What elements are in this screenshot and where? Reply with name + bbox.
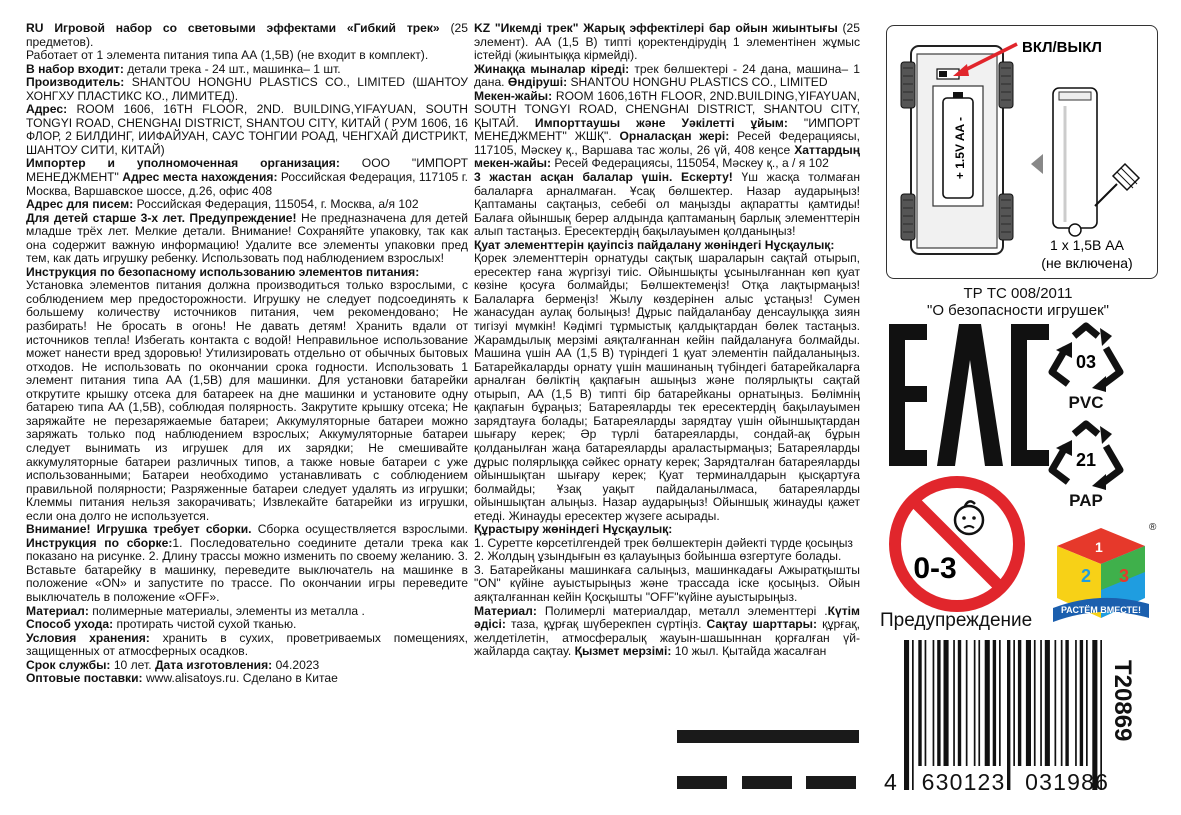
kz-age-warning: 3 жастан асқан балалар үшін. Ескерту! Үш жасқа толмаған балаларға арналмаған. Ұсақ бөлшектер. Назар аударыңыз! Қаптаманы сақтаңыз, себебі ол маңызды ақпаратты қамтиды! Балаға ойыншық берер алдында қаптаманың барлық элементтерін алып тастаңыз. Ересектердің бақылауымен қолданыңыз! <box>474 170 860 239</box>
kz-title: KZ "Икемді трек" Жарық эффектілері бар ойын жиынтығы (25 элемент). АА (1,5 В) типті қоректендірудің 1 элементінен жұмыс істейді (жиынтыққа кірмейді). <box>474 21 861 63</box>
kz-contents: Жинаққа мыналар кіреді: трек бөлшектері - 24 дана, машина– 1 дана. Өндіруші: SHANTOU HONGHU PLASTICS CO., LIMITED <box>474 61 861 90</box>
battery-lid-icon <box>1053 88 1097 228</box>
barcode-bar <box>1061 640 1063 766</box>
barcode-bar <box>1075 640 1077 766</box>
svg-text:ВКЛ/ВЫКЛ: ВКЛ/ВЫКЛ <box>1022 39 1102 56</box>
barcode-bar <box>1065 640 1068 766</box>
barcode-bar <box>1034 640 1036 766</box>
svg-text:3: 3 <box>1119 566 1130 586</box>
recycle-pvc-label: PVC <box>1068 393 1104 412</box>
svg-text:2: 2 <box>1081 566 1092 586</box>
recycle-pvc-icon <box>1046 322 1126 394</box>
screwdriver-icon <box>1095 164 1139 206</box>
ru-title: RU Игровой набор со световыми эффектами «Гибкий трек» (25 предметов). <box>26 21 468 49</box>
barcode-bar <box>1007 640 1010 790</box>
barcode-bar <box>1045 640 1050 766</box>
ru-assembly: Внимание! Игрушка требует сборки. Сборка осуществляется взрослыми. Инструкция по сборке:1. Последовательно соедините детали трека как показано на рисунке. 2. Длину трассы можно изменить по своему желанию. 3. Вставьте батарейку в машинку, переведите выключатель на машинке в положение «ON» и запустите по трассе. По окончании игры переведите выключатель в положение «OFF». <box>26 522 469 604</box>
barcode-bar <box>1040 640 1042 766</box>
ru-importer: Импортер и уполномоченная организация: ООО "ИМПОРТ МЕНЕДЖМЕНТ" Адрес места нахождения: Российская Федерация, 117105 г. Москва, Варшавское шоссе, д.26, офис 408 <box>26 156 469 198</box>
battery-diagram <box>887 26 1157 278</box>
decorative-bar <box>806 776 856 789</box>
ru-manufacturer: Производитель: SHANTOU HONGHU PLASTICS CO., LIMITED (ШАНТОУ ХОНГХУ ПЛАСТИКС КО., ЛИМИТЕД). <box>26 75 468 103</box>
ru-power: Работает от 1 элемента питания типа АА (1,5В) (не входит в комплект). <box>26 48 429 63</box>
ru-battery-instructions: Инструкция по безопасному использованию элементов питания: Установка элементов питания должна производиться только взрослыми, с соблюдением мер предосторожности. Игрушку не следует подсоединять к большему количеству источников питания, чем рекомендовано; Не разбирать! Не бросать в огонь! Не давать детям! Хранить вдали от источников тепла! Избегать контакта с водой! Неправильное использование может нанести вред здоровью! Утилизировать отдельно от обычных бытовых отходов. Не использовать по окончании срока годности. Использовать 1 элемент питания типа АА (1,5В) для машинки. Для установки батарейки открутите крышку отсека для батареек на дне машинки и установите одну батарею типа АА (1,5В), соблюдая полярность. Закрутите крышку отсека; Не заряжайте не перезаряжаемые батареи; Аккумуляторные батареи можно заряжать только под наблюдением взрослых; Аккумуляторные батареи следует вынимать из игрушек для их зарядки; Не смешивайте аккумуляторные батареи различных типов, а также новые батареи с уже использованными; Батареи необходимо устанавливать с соблюдением правильной полярности; Разряженные батареи следует удалять из игрушки; Клеммы питания нельзя закорачивать; Извлекайте батарейки из игрушки, если она долго не используется. <box>26 264 468 523</box>
barcode-bar <box>1100 640 1102 790</box>
decorative-bar <box>677 776 727 789</box>
barcode-bar <box>958 640 961 766</box>
svg-text:®: ® <box>1149 522 1157 533</box>
kz-address: Мекен-жайы: ROOM 1606,16TH FLOOR, 2ND.BUILDING,YIFAYUAN, SOUTH TONGYI ROAD, CHENGHAI DISTRICT, SHANTOU CITY, ҚЫТАЙ. Импорттаушы және Уәкілетті ұйым: "ИМПОРТ МЕНЕДЖМЕНТ" ЖШҚ". Орналасқан жері: Ресей Федерациясы, 117105, Мәскеу қ., Варшава тас жолы, 26 үй, 408 кеңсе Хаттардың мекен-жайы: Ресей Федерациясы, 115054, Мәскеу қ., а / я 102 <box>474 88 860 171</box>
brand-logo-icon <box>1045 520 1157 626</box>
svg-text:0-3: 0-3 <box>913 552 957 585</box>
barcode-bar <box>1018 640 1021 766</box>
standard-code: ТР ТС 008/2011 <box>963 285 1073 302</box>
decorative-bar <box>677 730 859 743</box>
battery-diagram-box <box>886 25 1158 279</box>
not-for-under-3-icon <box>887 474 1027 614</box>
barcode-bar <box>974 640 976 766</box>
barcode-bar <box>1026 640 1031 766</box>
recycle-pap-icon <box>1046 420 1126 492</box>
barcode-bar <box>937 640 940 766</box>
ru-material: Материал: полимерные материалы, элементы из металла . <box>26 603 365 618</box>
ru-care: Способ ухода: протирать чистой сухой тканью. <box>26 617 297 632</box>
barcode-bar <box>999 640 1001 766</box>
ru-wholesale: Оптовые поставки: www.alisatoys.ru. Сделано в Китае <box>26 671 338 686</box>
insert-arrow-icon <box>1031 154 1043 174</box>
article-number: T20869 <box>1109 660 1136 742</box>
svg-text:(не включена): (не включена) <box>1041 255 1133 271</box>
svg-text:1: 1 <box>1095 539 1103 555</box>
barcode-bar <box>904 640 909 790</box>
warning-label: Предупреждение <box>880 610 1033 631</box>
barcode-bar <box>978 640 980 766</box>
barcode-bar <box>933 640 935 766</box>
kz-assembly-step3: 3. Батарейканы машинкаға салыңыз, машинкадағы Ажыратқышты "ON" күйіне ауыстырыңыз және трассада іске қосыңыз. Ойын аяқталғаннан кейін Қосқышты "OFF"күйіне ауыстырыңыз. <box>474 562 860 604</box>
ru-mail-address: Адрес для писем: Российская Федерация, 115054, г. Москва, а/я 102 <box>26 197 419 212</box>
barcode-bar <box>1086 640 1088 766</box>
barcode-digits: 4 630123 031986 <box>884 769 1110 795</box>
barcode-bar <box>993 640 996 766</box>
standard-title: "О безопасности игрушек" <box>927 302 1109 319</box>
barcode-bar <box>944 640 949 766</box>
barcode-bar <box>1092 640 1097 790</box>
barcode-bar <box>985 640 990 766</box>
eac-mark-icon <box>885 320 1055 470</box>
ru-storage: Условия хранения: хранить в сухих, проветриваемых помещениях, защищенных от атмосферных осадков. <box>26 630 468 659</box>
barcode-bar <box>912 640 914 790</box>
kz-battery-instructions: Қуат элементтерін қауіпсіз пайдалану жөніндегі Нұсқаулық: Қорек элементтерін орнатуды сақтық шараларын сақтай отырып, ересектер ғана жүргізуі тиіс. Ойыншықты ұсынылғаннан көп қуат көзіне қосуға болмайды; Бөлшектемеңіз! Отқа лақтырмаңыз! Балаларға бермеңіз! Жылу көздерінен алыс ұстаңыз! Сумен жанасудан аулақ болыңыз! Дұрыс пайдаланбау денсаулыққа зиян тигізуі мүмкін! Кәдімгі тұрмыстық қалдықтардан бөлек тастаңыз. Жарамдылық мерзімі аяқталғаннан кейін пайдалануға болмайды. Машина үшін АА (1,5 В) түріндегі 1 қуат элементін пайдаланыңыз. Батарейкаларды орнату үшін машинаның түбіндегі батарейкаларға арналған бөліктің қақпағын ашыңыз және полярлықты сақтай отырып, АА (1,5 В) типті бір батарейканы орнатыңыз. Бөлімнің қақпағын бұраңыз; Батареяларды тек ересектердің бақылауымен зарядтауға болады; Батареяларды зарядтау үшін ойыншықтардан шығару керек; Әр түрлі батареяларды, сондай-ақ бұрын қолданылған жаңа батареяларды араластырмаңыз; Батареяларды дұрыс полярлыққа сәйкес орнату керек; Зарядталған батареяларды ойыншықтан шығару керек; Қуат терминалдарын қысқартуға болмайды; Ұзақ уақыт пайдаланылмаса, батареяларды ойыншықтан алыңыз. Назар аударыңыз! Ойыншық жинауды қажет етеді. Жинауды ересектер жүзеге асырады. <box>474 237 860 523</box>
kazakh-text-column <box>474 22 860 659</box>
barcode-bar <box>925 640 927 766</box>
svg-text:21: 21 <box>1075 450 1097 470</box>
barcode-bar <box>918 640 921 766</box>
barcode-bar <box>1080 640 1083 766</box>
russian-text-column <box>26 22 468 686</box>
kz-assembly-title: Құрастыру жөніндегі Нұсқаулық: 1. Суретте көрсетілгендей трек бөлшектерін дәйекті түрде қосыңыз <box>474 522 853 550</box>
ru-age-warning: Для детей старше 3-х лет. Предупреждение! Не предназначена для детей младше трёх лет. Мелкие детали. Внимание! Сохраняйте упаковку, так как она содержит важную информацию! Удалите все элементы упаковки пред тем, как дать игрушку ребенку. Использовать под наблюдением взрослых! <box>26 210 468 266</box>
barcode-bar <box>966 640 968 766</box>
ru-contents: В набор входит: детали трека - 24 шт., машинка– 1 шт. <box>26 61 341 76</box>
kz-assembly-step2: 2. Жолдың ұзындығын өз қалауыңыз бойынша өзгертуге болады. <box>474 549 842 564</box>
svg-text:03: 03 <box>1075 352 1097 372</box>
decorative-bar <box>742 776 792 789</box>
ru-service-life: Срок службы: 10 лет. Дата изготовления: 04.2023 <box>26 657 320 672</box>
barcode-bar <box>1013 640 1015 766</box>
barcode-bar <box>1055 640 1057 766</box>
svg-text:1 x 1,5В АА: 1 x 1,5В АА <box>1050 237 1124 253</box>
svg-text:+ 1.5V AA -: + 1.5V AA - <box>953 116 967 180</box>
kz-material: Материал: Полимерлі материалдар, металл элементтері .Күтім әдісі: таза, құрғақ шүберекпен сүртіңіз. Сақтау шарттары: құрғақ, желдетілетін, атмосфералық жауын-шашыннан қорғалған үй-жайларда сақтау. Қызмет мерзімі: 10 жыл. Қытайда жасалған <box>474 603 861 659</box>
recycle-pap-label: PAP <box>1069 491 1103 510</box>
svg-text:РАСТЁМ ВМЕСТЕ!: РАСТЁМ ВМЕСТЕ! <box>1060 605 1142 615</box>
barcode-bar <box>953 640 955 766</box>
ru-address: Адрес: ROOM 1606, 16TH FLOOR, 2ND. BUILDING,YIFAYUAN, SOUTH TONGYI ROAD, CHENGHAI DISTRICT, SHANTOU CITY, КИТАЙ ( РУМ 1606, 16 ФЛОР, 2 БИЛДИНГ, ИИФАЙУАН, САУС ТОНГИИ РОАД, ЧЕНГХАЙ ДИСТРИКТ, ШАНТОУ СИТИ, КИТАЙ) <box>26 102 468 157</box>
